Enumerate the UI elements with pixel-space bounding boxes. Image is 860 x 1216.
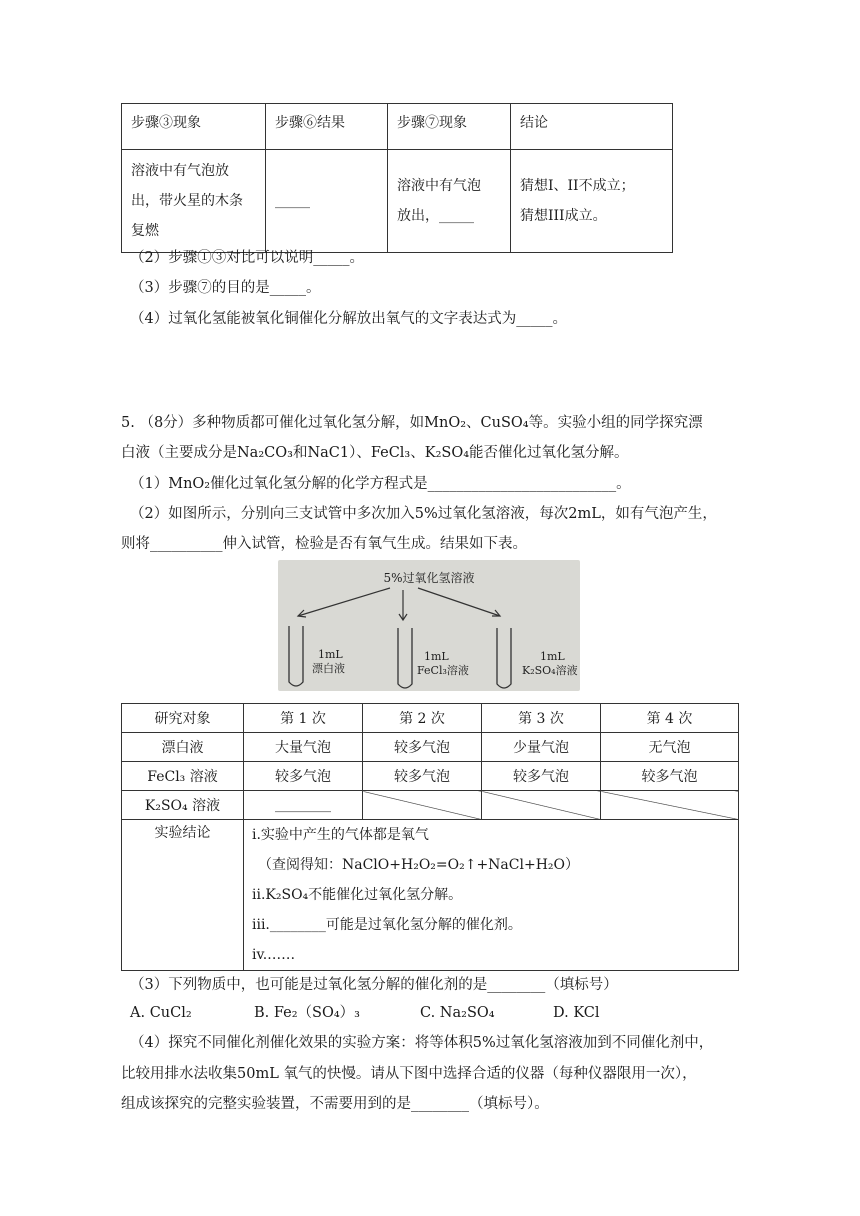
table-cell: 猜想I、II不成立； 猜想III成立。 bbox=[511, 150, 673, 253]
figure-top-label: 5%过氧化氢溶液 bbox=[383, 571, 475, 585]
q4-part-2: （2）步骤①③对比可以说明_____。 bbox=[130, 250, 364, 266]
table-header-row bbox=[122, 104, 673, 150]
table-cell: _____ bbox=[266, 150, 388, 253]
table-header-cell: 第 1 次 bbox=[244, 704, 363, 733]
conclusion-label: 实验结论 bbox=[122, 820, 244, 971]
q5-part-4-line-1: （4）探究不同催化剂催化效果的实验方案：将等体积5%过氧化氢溶液加到不同催化剂中， bbox=[130, 1035, 714, 1051]
q4-part-3: （3）步骤⑦的目的是_____。 bbox=[130, 280, 321, 296]
table-header-cell: 步骤⑦现象 bbox=[388, 104, 511, 150]
table-cell: 较多气泡 bbox=[363, 733, 482, 762]
table-cell: 较多气泡 bbox=[363, 762, 482, 791]
test-tube-figure bbox=[278, 560, 580, 691]
tube-1-name: 漂白液 bbox=[312, 662, 345, 675]
table-cell: 溶液中有气泡放 出，带火星的木条 复燃 bbox=[122, 150, 266, 253]
table-header-row bbox=[122, 704, 739, 733]
results-table-1 bbox=[121, 103, 673, 253]
conclusion-cell bbox=[244, 820, 739, 971]
table-header-cell: 结论 bbox=[511, 104, 673, 150]
conclusion-line: （查阅得知：NaClO+H₂O₂=O₂↑+NaCl+H₂O） bbox=[258, 857, 580, 873]
table-cell: 较多气泡 bbox=[601, 762, 739, 791]
conclusion-line: ii.K₂SO₄不能催化过氧化氢分解。 bbox=[252, 887, 463, 903]
option-d: D. KCl bbox=[553, 1005, 600, 1021]
table-cell: 大量气泡 bbox=[244, 733, 363, 762]
table-cell: 少量气泡 bbox=[482, 733, 601, 762]
q5-part-1: （1）MnO₂催化过氧化氢分解的化学方程式是__________________________。 bbox=[130, 476, 631, 492]
table-row bbox=[122, 762, 739, 791]
table-header-cell: 第 4 次 bbox=[601, 704, 739, 733]
diagonal-empty-cell bbox=[363, 791, 482, 820]
tube-2-volume: 1mL bbox=[424, 650, 449, 663]
table-header-cell: 研究对象 bbox=[122, 704, 244, 733]
arrows bbox=[298, 588, 500, 620]
option-a: A. CuCl₂ bbox=[130, 1005, 192, 1021]
table-cell: K₂SO₄ 溶液 bbox=[122, 791, 244, 820]
q5-part-3: （3）下列物质中，也可能是过氧化氢分解的催化剂的是________（填标号） bbox=[130, 977, 618, 993]
answer-options bbox=[130, 1002, 730, 1026]
conclusion-line: iv.…… bbox=[252, 947, 296, 963]
table-header-cell: 第 2 次 bbox=[363, 704, 482, 733]
test-tube-diagram bbox=[278, 560, 580, 691]
table-header-cell: 步骤③现象 bbox=[122, 104, 266, 150]
tube-3-volume: 1mL bbox=[540, 650, 565, 663]
table-row bbox=[122, 733, 739, 762]
table-cell: ________ bbox=[244, 791, 363, 820]
table-cell: 漂白液 bbox=[122, 733, 244, 762]
q5-part-2-line-1: （2）如图所示，分别向三支试管中多次加入5%过氧化氢溶液，每次2mL，如有气泡产生， bbox=[130, 506, 717, 522]
q5-part-4-line-2: 比较用排水法收集50mL 氧气的快慢。请从下图中选择合适的仪器（每种仪器限用一次）， bbox=[121, 1066, 697, 1082]
results-table-2 bbox=[121, 703, 739, 971]
table-row bbox=[122, 150, 673, 253]
option-b: B. Fe₂（SO₄）₃ bbox=[254, 1005, 360, 1021]
table-cell: 溶液中有气泡 放出，_____ bbox=[388, 150, 511, 253]
tube-2-name: FeCl₃溶液 bbox=[417, 664, 469, 677]
test-tube-1 bbox=[289, 626, 303, 686]
table-row-conclusion bbox=[122, 820, 739, 971]
test-tube-2 bbox=[398, 628, 412, 688]
table-row bbox=[122, 791, 739, 820]
conclusion-line: iii.________可能是过氧化氢分解的催化剂。 bbox=[252, 917, 522, 933]
diagonal-empty-cell bbox=[482, 791, 601, 820]
table-header-cell: 步骤⑥结果 bbox=[266, 104, 388, 150]
q5-part-4-line-3: 组成该探究的完整实验装置，不需要用到的是________（填标号）。 bbox=[121, 1096, 549, 1112]
test-tube-3 bbox=[497, 628, 511, 688]
table-header-cell: 第 3 次 bbox=[482, 704, 601, 733]
q5-part-2-line-2: 则将__________伸入试管，检验是否有氧气生成。结果如下表。 bbox=[121, 536, 527, 552]
diagonal-empty-cell bbox=[601, 791, 739, 820]
table-cell: 较多气泡 bbox=[482, 762, 601, 791]
option-c: C. Na₂SO₄ bbox=[420, 1005, 495, 1021]
conclusion-line: i.实验中产生的气体都是氧气 bbox=[252, 827, 429, 843]
q4-part-4: （4）过氧化氢能被氧化铜催化分解放出氧气的文字表达式为_____。 bbox=[130, 311, 567, 327]
tube-1-volume: 1mL bbox=[318, 648, 343, 661]
table-cell: FeCl₃ 溶液 bbox=[122, 762, 244, 791]
tube-3-name: K₂SO₄溶液 bbox=[522, 664, 578, 677]
table-cell: 无气泡 bbox=[601, 733, 739, 762]
q5-intro-line-1: 5. （8分）多种物质都可催化过氧化氢分解，如MnO₂、CuSO₄等。实验小组的同学探究漂 bbox=[121, 415, 703, 431]
q5-intro-line-2: 白液（主要成分是Na₂CO₃和NaC1）、FeCl₃、K₂SO₄能否催化过氧化氢分解。 bbox=[121, 445, 629, 461]
table-cell: 较多气泡 bbox=[244, 762, 363, 791]
